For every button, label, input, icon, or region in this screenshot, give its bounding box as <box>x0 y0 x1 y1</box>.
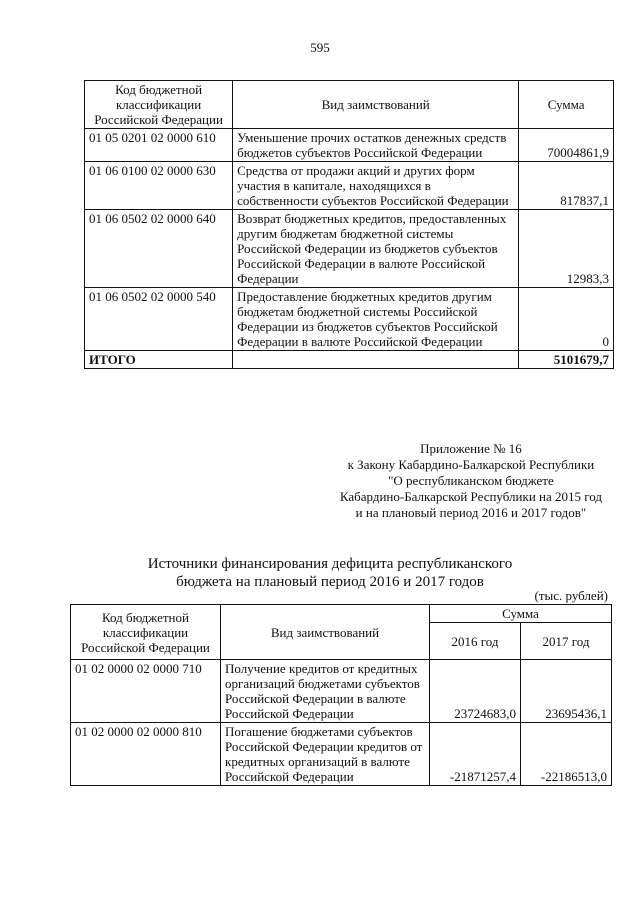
header-year-2016: 2016 год <box>430 623 521 660</box>
row-kind: Предоставление бюджетных кредитов другим бюджетам бюджетной системы Российской Федерации из бюджетов субъектов Российской Федерации в валюте Российской Федерации <box>233 288 519 351</box>
header-year-2017: 2017 год <box>521 623 612 660</box>
row-value-2017: -22186513,0 <box>521 723 612 786</box>
row-code: 01 06 0502 02 0000 540 <box>85 288 233 351</box>
header-kind: Вид заимствований <box>233 81 519 129</box>
header-code: Код бюджетной классификации Российской Федерации <box>85 81 233 129</box>
row-kind: Уменьшение прочих остатков денежных средств бюджетов субъектов Российской Федерации <box>233 129 519 162</box>
row-code: 01 02 0000 02 0000 810 <box>71 723 221 786</box>
total-sum: 5101679,7 <box>519 351 614 369</box>
borrowings-table <box>84 80 614 369</box>
financing-sources-table <box>70 604 612 786</box>
annex-line: "О республиканском бюджете <box>388 473 554 488</box>
row-sum: 70004861,9 <box>519 129 614 162</box>
table-header-row <box>85 81 614 129</box>
row-kind: Возврат бюджетных кредитов, предоставленных другим бюджетам бюджетной системы Российской Федерации из бюджетов субъектов Российской Федерации в валюте Российской Федерации <box>233 210 519 288</box>
table-row <box>71 723 612 786</box>
table-header-row <box>71 605 612 623</box>
document-title <box>110 555 550 591</box>
title-line-1: Источники финансирования дефицита республиканского <box>147 556 513 572</box>
row-sum: 12983,3 <box>519 210 614 288</box>
header-code: Код бюджетной классификации Российской Федерации <box>71 605 221 660</box>
row-code: 01 06 0100 02 0000 630 <box>85 162 233 210</box>
row-value-2016: 23724683,0 <box>430 660 521 723</box>
annex-line: и на плановый период 2016 и 2017 годов" <box>355 505 587 520</box>
page-number: 595 <box>310 40 330 55</box>
row-kind: Средства от продажи акций и других форм участия в капитале, находящихся в собственности субъектов Российской Федерации <box>233 162 519 210</box>
row-kind: Получение кредитов от кредитных организаций бюджетами субъектов Российской Федерации в валюте Российской Федерации <box>221 660 430 723</box>
row-sum: 0 <box>519 288 614 351</box>
total-row <box>85 351 614 369</box>
total-empty <box>233 351 519 369</box>
table-row <box>85 129 614 162</box>
annex-heading <box>340 441 602 521</box>
table-row <box>71 660 612 723</box>
table-row <box>85 162 614 210</box>
row-value-2016: -21871257,4 <box>430 723 521 786</box>
header-sum: Сумма <box>519 81 614 129</box>
header-sum: Сумма <box>430 605 612 623</box>
table-row <box>85 288 614 351</box>
row-kind: Погашение бюджетами субъектов Российской Федерации кредитов от кредитных организаций в валюте Российской Федерации <box>221 723 430 786</box>
row-code: 01 06 0502 02 0000 640 <box>85 210 233 288</box>
row-sum: 817837,1 <box>519 162 614 210</box>
total-label: ИТОГО <box>85 351 233 369</box>
row-code: 01 05 0201 02 0000 610 <box>85 129 233 162</box>
annex-line: Приложение № 16 <box>420 441 522 456</box>
table-row <box>85 210 614 288</box>
annex-line: Кабардино-Балкарской Республики на 2015 год <box>339 489 602 504</box>
annex-line: к Закону Кабардино-Балкарской Республики <box>347 457 595 472</box>
title-line-2: бюджета на плановый период 2016 и 2017 годов <box>176 574 484 590</box>
row-value-2017: 23695436,1 <box>521 660 612 723</box>
unit-label: (тыс. рублей) <box>534 588 608 603</box>
header-kind: Вид заимствований <box>221 605 430 660</box>
row-code: 01 02 0000 02 0000 710 <box>71 660 221 723</box>
